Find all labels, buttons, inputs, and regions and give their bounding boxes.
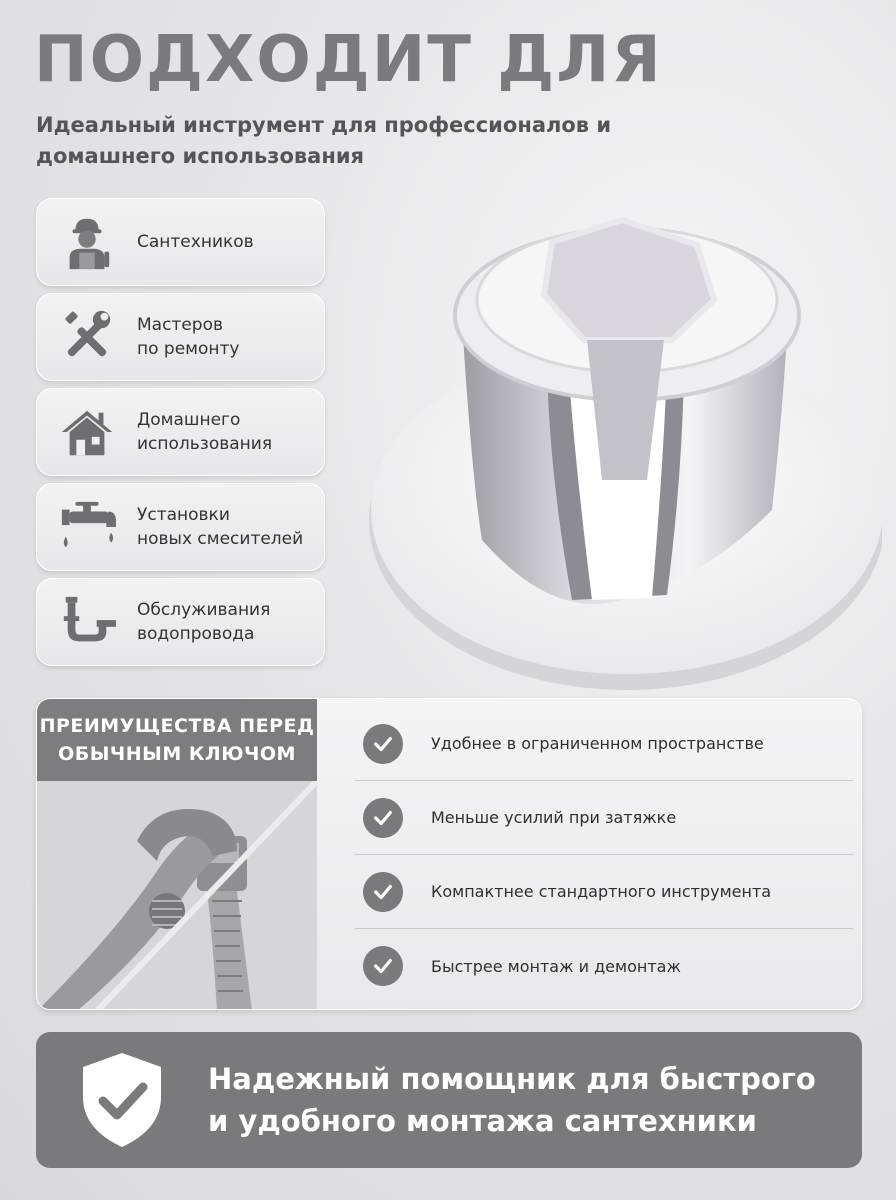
wrench-photo [37,781,317,1010]
plumber-icon [37,198,137,286]
card-label: Мастеров по ремонту [137,315,240,359]
bottom-banner [36,1032,862,1168]
card-label: Сантехников [137,232,254,252]
card-repair-masters [36,293,325,381]
suitable-for-list [36,198,325,673]
banner-text: Надежный помощник для быстрого и удобного монтажа сантехники [208,1062,816,1138]
advantage-item [355,781,853,855]
pipe-icon [37,578,137,666]
page-title: ПОДХОДИТ ДЛЯ [34,23,663,97]
advantage-item [355,855,853,929]
faucet-icon [37,483,137,571]
advantage-text: Удобнее в ограниченном пространстве [431,734,764,753]
card-label: Обслуживания водопровода [137,600,271,644]
card-label: Установки новых смесителей [137,505,304,549]
advantage-text: Быстрее монтаж и демонтаж [431,956,681,976]
check-icon [363,872,403,912]
product-image [322,180,882,700]
advantages-header: ПРЕИМУЩЕСТВА ПЕРЕД ОБЫЧНЫМ КЛЮЧОМ [37,699,317,781]
check-icon [363,798,403,838]
tools-icon [37,293,137,381]
card-mixer-install [36,483,325,571]
card-plumbers [36,198,325,286]
page-subtitle: Идеальный инструмент для профессионалов и домашнего использования [36,113,612,168]
advantage-item [355,707,853,781]
advantage-text: Меньше усилий при затяжке [431,808,677,827]
advantages-list [355,707,862,1003]
card-water-maintenance [36,578,325,666]
card-home-use [36,388,325,476]
advantage-item [355,929,853,1003]
check-icon [363,724,403,764]
card-label: Домашнего использования [137,410,273,454]
shield-check-icon [36,1032,208,1168]
advantage-text: Компактнее стандартного инструмента [431,882,772,901]
advantages-panel [36,698,862,1010]
check-icon [363,946,403,986]
house-icon [37,388,137,476]
